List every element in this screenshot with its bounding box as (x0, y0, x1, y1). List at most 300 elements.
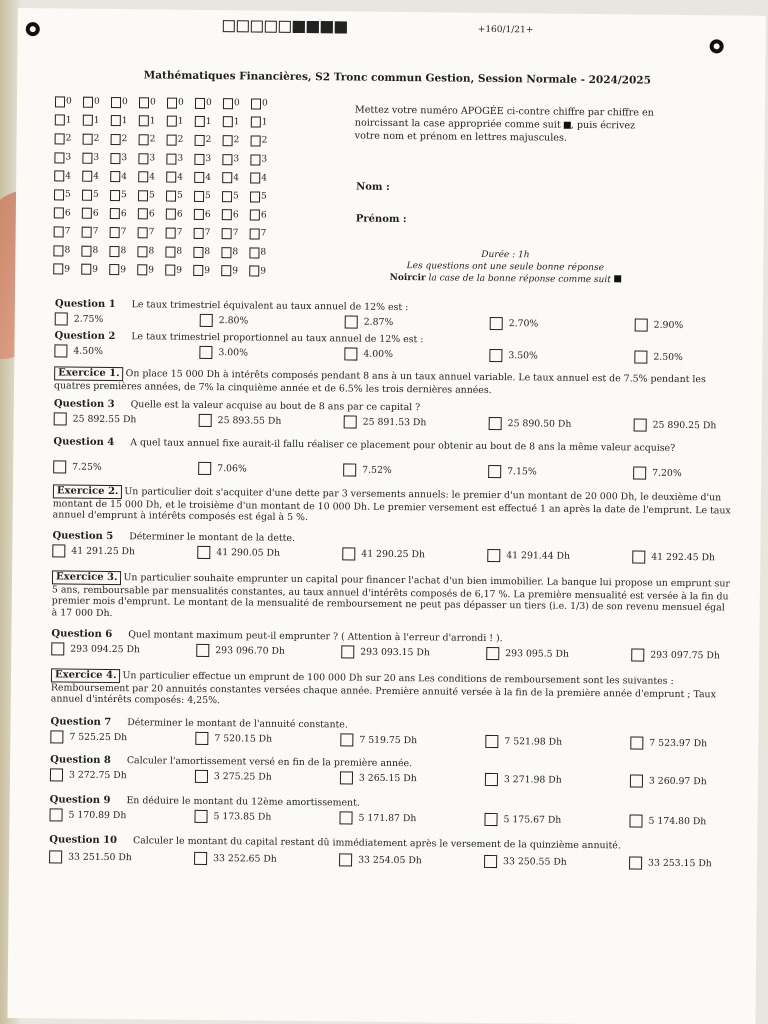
answer-checkbox[interactable] (487, 549, 500, 562)
answer-checkbox[interactable] (634, 418, 647, 431)
answer-checkbox[interactable] (344, 415, 357, 428)
answer-option[interactable] (50, 730, 180, 744)
answer-checkbox[interactable] (630, 736, 643, 749)
apogee-digit-checkbox[interactable] (82, 227, 106, 238)
answer-option[interactable] (629, 856, 759, 870)
digit-label: 9 (148, 265, 155, 276)
apogee-digit-checkbox[interactable] (54, 152, 78, 163)
answer-checkbox[interactable] (196, 644, 209, 657)
checkbox[interactable] (251, 135, 261, 146)
digit-label: 8 (64, 245, 71, 256)
answer-checkbox[interactable] (342, 547, 355, 560)
answer-checkbox[interactable] (485, 773, 498, 786)
apogee-digit-checkbox[interactable] (194, 228, 218, 239)
answer-option[interactable] (194, 810, 324, 824)
apogee-digit-checkbox[interactable] (55, 96, 79, 107)
apogee-digit-checkbox[interactable] (83, 96, 107, 107)
digit-label: 0 (93, 97, 100, 108)
checkbox[interactable] (193, 265, 203, 276)
apogee-digit-checkbox[interactable] (82, 189, 106, 200)
checkbox[interactable] (249, 247, 259, 258)
apogee-digit-checkbox[interactable] (55, 133, 79, 144)
answer-checkbox[interactable] (484, 813, 497, 826)
answer-checkbox[interactable] (631, 648, 644, 661)
question-label: Question 2 (54, 330, 116, 343)
checkbox[interactable] (221, 265, 231, 276)
answer-option[interactable] (199, 346, 329, 360)
apogee-digit-checkbox[interactable] (110, 153, 134, 164)
checkbox[interactable] (166, 172, 176, 183)
answer-checkbox[interactable] (629, 814, 642, 827)
answer-option[interactable] (632, 550, 762, 564)
apogee-digit-checkbox[interactable] (109, 264, 133, 275)
answer-option[interactable] (196, 644, 326, 658)
digit-label: 5 (260, 191, 267, 202)
answer-option[interactable] (485, 735, 615, 749)
answer-checkbox[interactable] (490, 317, 503, 330)
answer-label: 5 171.87 Dh (358, 812, 417, 825)
answer-option[interactable] (49, 808, 179, 822)
answer-checkbox[interactable] (489, 349, 502, 362)
answer-option[interactable] (343, 463, 473, 477)
answer-option[interactable] (484, 855, 614, 869)
apogee-digit-checkbox[interactable] (53, 245, 77, 256)
answer-option[interactable] (49, 850, 179, 864)
apogee-digit-checkbox[interactable] (137, 246, 161, 257)
apogee-digit-checkbox[interactable] (221, 247, 245, 258)
apogee-digit-checkbox[interactable] (109, 246, 133, 257)
apogee-digit-checkbox[interactable] (167, 135, 191, 146)
apogee-digit-checkbox[interactable] (110, 227, 134, 238)
checkbox[interactable] (193, 246, 203, 257)
checkbox[interactable] (138, 190, 148, 201)
checkbox[interactable] (54, 152, 64, 163)
answer-checkbox[interactable] (198, 462, 211, 475)
digit-label: 2 (65, 133, 72, 145)
apogee-digit-checkbox[interactable] (111, 134, 135, 145)
apogee-digit-checkbox[interactable] (250, 210, 274, 221)
answer-label: 33 252.65 Dh (213, 853, 277, 865)
answer-checkbox[interactable] (484, 855, 497, 868)
checkbox[interactable] (53, 245, 63, 256)
checkbox[interactable] (222, 154, 232, 165)
checkbox[interactable] (222, 172, 232, 183)
apogee-digit-checkbox[interactable] (222, 228, 246, 239)
checkbox[interactable] (110, 171, 120, 182)
answer-option[interactable] (489, 349, 619, 363)
apogee-digit-checkbox[interactable] (249, 247, 273, 258)
answer-checkbox[interactable] (633, 466, 646, 479)
apogee-digit-checkbox[interactable] (54, 171, 78, 182)
apogee-digit-checkbox[interactable] (139, 134, 163, 145)
checkbox[interactable] (223, 135, 233, 146)
answer-label: 7 521.98 Dh (504, 736, 563, 748)
checkbox[interactable] (109, 264, 119, 275)
apogee-digit-checkbox[interactable] (82, 208, 106, 219)
digit-label: 5 (232, 191, 239, 202)
answer-option[interactable] (197, 546, 327, 560)
checkbox[interactable] (139, 116, 149, 127)
apogee-digit-checkbox[interactable] (250, 191, 274, 202)
digit-label: 7 (176, 228, 183, 239)
checkbox[interactable] (249, 266, 259, 277)
apogee-digit-checkbox[interactable] (54, 208, 78, 219)
answer-checkbox[interactable] (52, 544, 65, 557)
answer-checkbox[interactable] (199, 346, 212, 359)
exercise-text: On place 15 000 Dh à intérêts composés pendant 8 ans à un taux annuel variable. Le taux annuel est de 7.5% pendant les quatres premières années, de 7% la cinquième année et de 6.5% les trois dernières années. (53, 368, 706, 396)
apogee-digit-checkbox[interactable] (251, 98, 275, 109)
digit-label: 1 (177, 116, 184, 127)
apogee-digit-checkbox[interactable] (167, 97, 191, 108)
apogee-digit-checkbox[interactable] (250, 173, 274, 184)
answer-option[interactable] (344, 415, 474, 429)
answer-option[interactable] (345, 315, 475, 329)
answer-option[interactable] (629, 814, 759, 828)
digit-label: 3 (121, 153, 128, 164)
checkbox[interactable] (222, 228, 232, 239)
apogee-digit-checkbox[interactable] (83, 134, 107, 145)
apogee-digit-checkbox[interactable] (222, 172, 246, 183)
apogee-row (53, 260, 273, 281)
apogee-digit-checkbox[interactable] (222, 191, 246, 202)
checkbox[interactable] (110, 208, 120, 219)
checkbox[interactable] (194, 172, 204, 183)
apogee-digit-checkbox[interactable] (53, 264, 77, 275)
answer-option[interactable] (630, 736, 760, 750)
apogee-digit-checkbox[interactable] (138, 227, 162, 238)
answer-label: 25 892.55 Dh (72, 413, 137, 426)
apogee-digit-checkbox[interactable] (139, 97, 163, 108)
answer-label: 25 891.53 Dh (362, 416, 427, 429)
exercise-title: Exercice 4. (51, 668, 121, 682)
apogee-digit-checkbox[interactable] (81, 245, 105, 256)
answer-checkbox[interactable] (634, 350, 647, 363)
apogee-digit-checkbox[interactable] (251, 117, 275, 128)
digit-label: 4 (205, 172, 212, 183)
answer-option[interactable] (490, 317, 620, 331)
apogee-digit-checkbox[interactable] (195, 116, 219, 127)
apogee-digit-checkbox[interactable] (194, 153, 218, 164)
answer-checkbox[interactable] (629, 856, 642, 869)
apogee-digit-checkbox[interactable] (194, 191, 218, 202)
checkbox[interactable] (110, 190, 120, 201)
noircir-text: la case de la bonne réponse comme suit (425, 273, 611, 286)
checkbox[interactable] (55, 115, 65, 126)
answer-checkbox[interactable] (345, 315, 358, 328)
apogee-digit-checkbox[interactable] (194, 209, 218, 220)
checkbox[interactable] (81, 245, 91, 256)
checkbox[interactable] (195, 135, 205, 146)
answer-option[interactable] (488, 465, 618, 479)
checkbox[interactable] (137, 246, 147, 257)
apogee-digit-checkbox[interactable] (110, 171, 134, 182)
checkbox[interactable] (82, 208, 92, 219)
answer-label: 33 250.55 Dh (503, 856, 567, 868)
apogee-digit-checkbox[interactable] (54, 189, 78, 200)
apogee-digit-checkbox[interactable] (82, 152, 106, 163)
checkbox[interactable] (54, 189, 64, 200)
checkbox[interactable] (55, 96, 65, 107)
checkbox[interactable] (195, 98, 205, 109)
apogee-digit-checkbox[interactable] (249, 266, 273, 277)
apogee-digit-checkbox[interactable] (195, 135, 219, 146)
answer-label: 33 254.05 Dh (358, 854, 422, 867)
apogee-digit-checkbox[interactable] (111, 115, 135, 126)
apogee-grid[interactable] (53, 92, 275, 280)
answer-label: 5 170.89 Dh (68, 809, 127, 822)
apogee-digit-checkbox[interactable] (166, 228, 190, 239)
answer-checkbox[interactable] (50, 768, 63, 781)
apogee-digit-checkbox[interactable] (82, 171, 106, 182)
answer-checkbox[interactable] (632, 550, 645, 563)
apogee-digit-checkbox[interactable] (165, 265, 189, 276)
checkbox[interactable] (194, 191, 204, 202)
checkbox[interactable] (251, 98, 261, 109)
checkbox[interactable] (83, 115, 93, 126)
apogee-digit-checkbox[interactable] (223, 135, 247, 146)
question-text: Calculer l'amortissement versé en fin de la première année. (126, 755, 413, 770)
apogee-digit-checkbox[interactable] (222, 210, 246, 221)
checkbox[interactable] (194, 153, 204, 164)
checkbox[interactable] (250, 173, 260, 184)
checkbox[interactable] (223, 98, 233, 109)
answer-checkbox[interactable] (195, 770, 208, 783)
digit-label: 6 (120, 208, 127, 220)
answer-checkbox[interactable] (195, 732, 208, 745)
answer-option[interactable] (484, 813, 614, 827)
apogee-digit-checkbox[interactable] (251, 135, 275, 146)
apogee-digit-checkbox[interactable] (111, 97, 135, 108)
apogee-digit-checkbox[interactable] (222, 154, 246, 165)
answer-option[interactable] (344, 347, 474, 361)
answer-option[interactable] (342, 547, 472, 561)
checkbox[interactable] (251, 117, 261, 128)
answer-option[interactable] (489, 417, 619, 431)
apogee-digit-checkbox[interactable] (250, 154, 274, 165)
apogee-digit-checkbox[interactable] (110, 190, 134, 201)
answer-option[interactable] (485, 773, 615, 787)
checkbox[interactable] (222, 210, 232, 221)
answer-option[interactable] (633, 466, 763, 480)
answer-checkbox[interactable] (194, 810, 207, 823)
checkbox[interactable] (55, 133, 65, 144)
checkbox[interactable] (194, 209, 204, 220)
checkbox[interactable] (109, 246, 119, 257)
checkbox[interactable] (222, 191, 232, 202)
checkbox[interactable] (166, 190, 176, 201)
checkbox[interactable] (53, 264, 63, 275)
digit-label: 3 (205, 154, 212, 165)
answer-option[interactable] (194, 852, 324, 866)
apogee-digit-checkbox[interactable] (166, 153, 190, 164)
answer-option[interactable] (53, 460, 183, 474)
question-label: Question 6 (51, 628, 113, 641)
checkbox[interactable] (165, 246, 175, 257)
answer-label: 33 253.15 Dh (648, 857, 712, 870)
checkbox[interactable] (111, 134, 121, 145)
answer-label: 293 095.5 Dh (505, 648, 570, 660)
answer-option[interactable] (195, 770, 325, 784)
answer-checkbox[interactable] (343, 463, 356, 476)
checkbox[interactable] (250, 154, 260, 165)
answer-checkbox[interactable] (197, 546, 210, 559)
apogee-digit-checkbox[interactable] (55, 115, 79, 126)
checkbox[interactable] (110, 227, 120, 238)
checkbox[interactable] (82, 189, 92, 200)
answer-checkbox[interactable] (489, 417, 502, 430)
answer-checkbox[interactable] (199, 414, 212, 427)
checkbox[interactable] (111, 115, 121, 126)
digit-label: 2 (93, 134, 100, 145)
apogee-digit-checkbox[interactable] (81, 264, 105, 275)
answer-checkbox[interactable] (486, 647, 499, 660)
answer-option[interactable] (339, 811, 469, 825)
checkbox[interactable] (250, 191, 260, 202)
answer-checkbox[interactable] (630, 774, 643, 787)
checkbox[interactable] (110, 153, 120, 164)
apogee-digit-checkbox[interactable] (167, 116, 191, 127)
checkbox[interactable] (195, 116, 205, 127)
checkbox[interactable] (138, 171, 148, 182)
apogee-digit-checkbox[interactable] (194, 172, 218, 183)
digit-label: 8 (148, 246, 155, 257)
answer-option[interactable] (200, 314, 330, 328)
answer-option[interactable] (340, 771, 470, 785)
checkbox[interactable] (82, 171, 92, 182)
apogee-digit-checkbox[interactable] (221, 265, 245, 276)
checkbox[interactable] (165, 265, 175, 276)
answer-checkbox[interactable] (50, 730, 63, 743)
answer-checkbox[interactable] (485, 735, 498, 748)
checkbox[interactable] (221, 247, 231, 258)
digit-label: 4 (149, 172, 156, 183)
apogee-digit-checkbox[interactable] (54, 226, 78, 237)
checkbox[interactable] (167, 116, 177, 127)
checkbox[interactable] (138, 153, 148, 164)
apogee-digit-checkbox[interactable] (138, 171, 162, 182)
answer-checkbox[interactable] (49, 808, 62, 821)
answer-option[interactable] (195, 732, 325, 746)
checkbox[interactable] (139, 134, 149, 145)
apogee-digit-checkbox[interactable] (139, 116, 163, 127)
checkbox[interactable] (137, 264, 147, 275)
checkbox[interactable] (111, 97, 121, 108)
checkbox[interactable] (166, 153, 176, 164)
checkbox[interactable] (223, 117, 233, 128)
answer-option[interactable] (635, 318, 765, 332)
checkbox[interactable] (138, 209, 148, 220)
checkbox[interactable] (167, 97, 177, 108)
answer-option[interactable] (340, 733, 470, 747)
checkbox[interactable] (138, 227, 148, 238)
checkbox[interactable] (250, 228, 260, 239)
checkbox[interactable] (83, 134, 93, 145)
digit-label: 4 (261, 173, 268, 184)
answer-checkbox[interactable] (200, 314, 213, 327)
answer-checkbox[interactable] (340, 771, 353, 784)
checkbox[interactable] (54, 226, 64, 237)
answer-checkbox[interactable] (488, 465, 501, 478)
answer-option[interactable] (55, 312, 185, 326)
apogee-digit-checkbox[interactable] (83, 115, 107, 126)
checkbox[interactable] (81, 264, 91, 275)
answer-checkbox[interactable] (55, 312, 68, 325)
answer-checkbox[interactable] (635, 318, 648, 331)
apogee-digit-checkbox[interactable] (193, 246, 217, 257)
answer-option[interactable] (341, 645, 471, 659)
checkbox[interactable] (54, 208, 64, 219)
answer-checkbox[interactable] (340, 733, 353, 746)
answer-checkbox[interactable] (344, 347, 357, 360)
checkbox[interactable] (82, 152, 92, 163)
checkbox[interactable] (194, 228, 204, 239)
answer-option[interactable] (339, 853, 469, 867)
checkbox[interactable] (166, 209, 176, 220)
answer-checkbox[interactable] (339, 811, 352, 824)
apogee-digit-checkbox[interactable] (166, 172, 190, 183)
answer-checkbox[interactable] (341, 645, 354, 658)
answer-checkbox[interactable] (49, 850, 62, 863)
answer-checkbox[interactable] (53, 460, 66, 473)
checkbox[interactable] (54, 171, 64, 182)
answer-checkbox[interactable] (194, 852, 207, 865)
checkbox[interactable] (250, 210, 260, 221)
checkbox[interactable] (139, 97, 149, 108)
answer-option[interactable] (631, 648, 761, 662)
apogee-digit-checkbox[interactable] (193, 265, 217, 276)
apogee-digit-checkbox[interactable] (110, 208, 134, 219)
digit-label: 3 (177, 153, 184, 164)
answer-checkbox[interactable] (51, 642, 64, 655)
answer-option[interactable] (634, 350, 764, 364)
exercise-3 (52, 570, 732, 625)
answer-label: 41 291.44 Dh (506, 550, 571, 562)
digit-label: 7 (64, 226, 71, 238)
answer-option[interactable] (634, 418, 764, 432)
checkbox[interactable] (166, 228, 176, 239)
apogee-digit-checkbox[interactable] (137, 264, 161, 275)
apogee-digit-checkbox[interactable] (165, 246, 189, 257)
apogee-digit-checkbox[interactable] (138, 153, 162, 164)
answer-option[interactable] (50, 768, 180, 782)
answer-checkbox[interactable] (339, 853, 352, 866)
apogee-digit-checkbox[interactable] (166, 209, 190, 220)
apogee-digit-checkbox[interactable] (138, 190, 162, 201)
answer-option[interactable] (630, 774, 760, 788)
apogee-digit-checkbox[interactable] (195, 98, 219, 109)
apogee-digit-checkbox[interactable] (223, 98, 247, 109)
answer-option[interactable] (52, 544, 182, 558)
apogee-digit-checkbox[interactable] (138, 209, 162, 220)
answer-option[interactable] (486, 647, 616, 661)
exam-sheet (7, 8, 766, 1024)
answer-checkbox[interactable] (54, 412, 67, 425)
apogee-digit-checkbox[interactable] (223, 117, 247, 128)
answer-option[interactable] (54, 344, 184, 358)
digit-label: 7 (120, 227, 127, 238)
checkbox[interactable] (83, 96, 93, 107)
apogee-digit-checkbox[interactable] (250, 228, 274, 239)
checkbox[interactable] (167, 135, 177, 146)
answer-checkbox[interactable] (54, 344, 67, 357)
checkbox[interactable] (82, 227, 92, 238)
answer-option[interactable] (51, 642, 181, 656)
answer-option[interactable] (198, 462, 328, 476)
answer-option[interactable] (54, 412, 184, 426)
answer-option[interactable] (199, 414, 329, 428)
apogee-digit-checkbox[interactable] (166, 190, 190, 201)
answer-option[interactable] (487, 549, 617, 563)
